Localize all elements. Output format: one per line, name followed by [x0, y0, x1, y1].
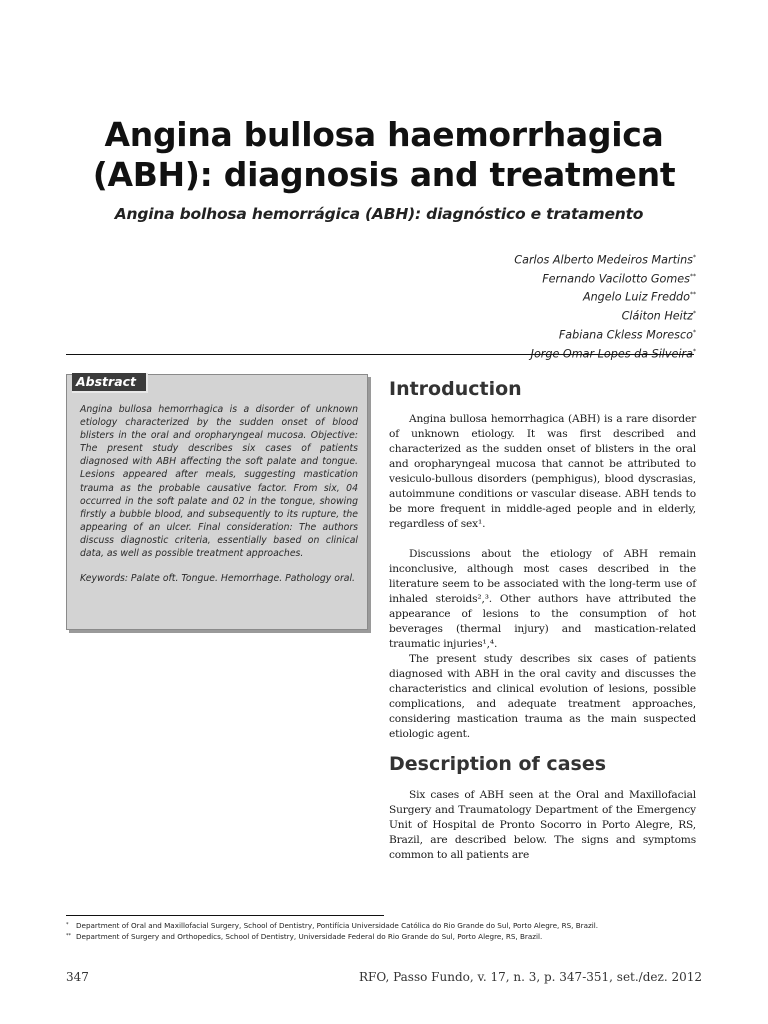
intro-paragraph-1: Angina bullosa hemorrhagica (ABH) is a rare disorder of unknown etiology. It was first described and characterized as the sudden onset of blisters in the oral and oropharyngeal mucosa that cannot be attributed to vesiculo-bullous disorders (pemphigus), blood dyscrasias, autoimmune conditions or vascular disease. ABH tends to be more frequent in middle-aged people and in elderly, regardless of sex¹.: [389, 413, 696, 531]
author-item: Carlos Alberto Medeiros Martins*: [514, 253, 696, 267]
footnote-divider: [66, 915, 384, 916]
intro-paragraph-3: The present study describes six cases of patients diagnosed with ABH in the oral cavity and discusses the characteristics and clinical evolution of lesions, possible complications, and adequate treatment approaches, considering mastication trauma as the main suspected etiologic agent.: [389, 653, 696, 741]
description-paragraph-1: Six cases of ABH seen at the Oral and Maxillofacial Surgery and Traumatology Department of the Emergency Unit of Hospital de Pronto Socorro in Porto Alegre, RS, Brazil, are described below. The signs and symptoms common to all patients are: [389, 789, 696, 862]
article-subtitle: Angina bolhosa hemorrágica (ABH): diagnóstico e tratamento: [114, 205, 644, 223]
article-title: [0, 115, 768, 195]
abstract-text: Angina bullosa hemorrhagica is a disorder of unknown etiology characterized by the sudden onset of blood blisters in the oral and oropharyngeal mucosa. Objective: The present study describes six cases of patients diagnosed with ABH affecting the soft palate and tongue. Lesions appeared after meals, suggesting mastication trauma as the probable causative factor. From six, 04 occurred in the soft palate and 02 in the tongue, showing firstly a bubble blood, and subsequently to its rupture, the appearing of an ulcer. Final consideration: The authors discuss diagnostic criteria, essentially based on clinical data, as well as possible treatment approaches.: [80, 404, 358, 560]
author-item: Fernando Vacilotto Gomes**: [542, 272, 696, 286]
author-item: Cláiton Heitz*: [621, 309, 696, 323]
abstract-keywords: Keywords: Palate oft. Tongue. Hemorrhage. Pathology oral.: [80, 573, 356, 584]
description-heading: Description of cases: [389, 753, 607, 775]
author-item: Fabiana Ckless Moresco*: [558, 328, 696, 342]
header-divider: [66, 354, 694, 355]
author-item: Jorge Omar Lopes da Silveira*: [530, 347, 696, 361]
title-line-1: Angina bullosa haemorrhagica: [104, 115, 664, 154]
author-item: Angelo Luiz Freddo**: [582, 291, 696, 305]
footnote-item: ** Department of Surgery and Orthopedics, School of Dentistry, Universidade Federal do Rio Grande do Sul, Porto Alegre, RS, Brazil.: [66, 932, 543, 941]
journal-reference: RFO, Passo Fundo, v. 17, n. 3, p. 347-351, set./dez. 2012: [358, 970, 702, 984]
introduction-heading: Introduction: [389, 378, 522, 400]
footnotes: [66, 920, 706, 942]
author-list: [514, 250, 696, 362]
footnote-item: * Department of Oral and Maxillofacial Surgery, School of Dentistry, Pontifícia Universidade Católica do Rio Grande do Sul, Porto Alegre, RS, Brazil.: [66, 921, 599, 930]
page-number: 347: [66, 970, 89, 984]
title-line-2: (ABH): diagnosis and treatment: [92, 155, 676, 194]
abstract-heading: Abstract: [72, 373, 148, 393]
intro-paragraph-2: Discussions about the etiology of ABH remain inconclusive, although most cases described in the literature seem to be associated with the long-term use of inhaled steroids²,³. Other authors have attributed the appearance of lesions to the consumption of hot beverages (thermal injury) and mastication-related traumatic injuries¹,⁴.: [389, 548, 696, 651]
